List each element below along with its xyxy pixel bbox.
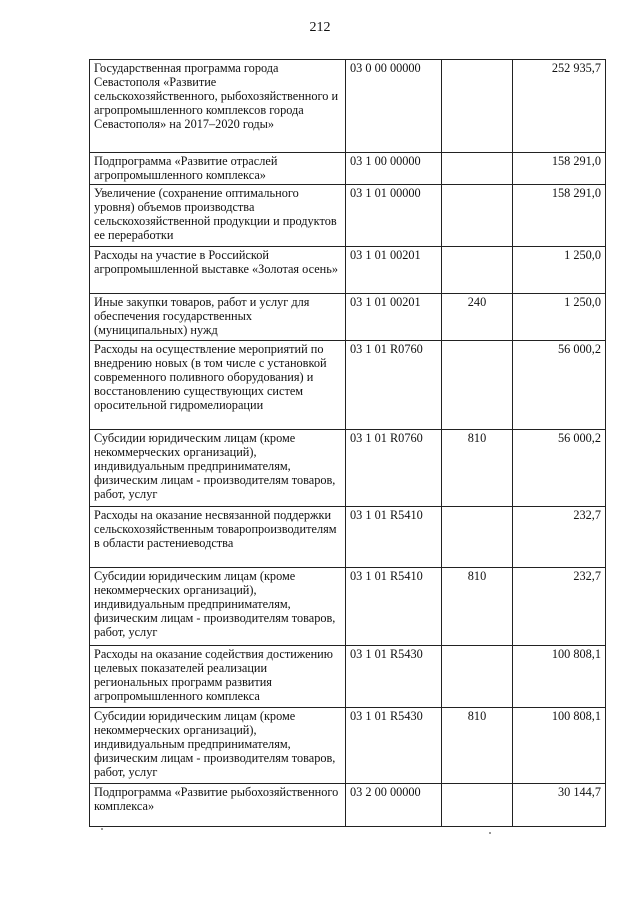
row-name: Расходы на участие в Российской агропромышленной выставке «Золотая осень» [90,247,346,294]
row-type: 240 [442,294,513,341]
row-code: 03 1 01 00000 [346,185,442,247]
table-row [90,294,606,341]
table-row [90,568,606,646]
row-sum: 158 291,0 [513,153,606,185]
table-row [90,708,606,784]
row-type [442,341,513,430]
row-code: 03 1 01 R5430 [346,708,442,784]
table-row [90,185,606,247]
table-row [90,341,606,430]
budget-table-body [90,60,606,827]
table-row [90,60,606,153]
budget-table [89,59,606,827]
table-row [90,784,606,827]
row-type [442,153,513,185]
row-name: Иные закупки товаров, работ и услуг для обеспечения государственных (муниципальных) нужд [90,294,346,341]
row-code: 03 0 00 00000 [346,60,442,153]
row-code: 03 1 01 R5410 [346,507,442,568]
scan-speck [101,828,103,830]
row-code: 03 1 01 R0760 [346,341,442,430]
row-sum: 232,7 [513,507,606,568]
row-code: 03 1 01 00201 [346,247,442,294]
row-code: 03 1 01 R5430 [346,646,442,708]
row-type [442,185,513,247]
row-sum: 158 291,0 [513,185,606,247]
scan-speck [489,832,491,834]
table-row [90,646,606,708]
row-name: Субсидии юридическим лицам (кроме некоммерческих организаций), индивидуальным предпринимателям, физическим лицам - производителям товаров, работ, услуг [90,568,346,646]
page-number: 212 [309,20,331,35]
row-sum: 100 808,1 [513,646,606,708]
row-type: 810 [442,708,513,784]
row-type: 810 [442,430,513,507]
row-sum: 232,7 [513,568,606,646]
table-row [90,247,606,294]
row-code: 03 1 00 00000 [346,153,442,185]
row-sum: 1 250,0 [513,247,606,294]
row-sum: 56 000,2 [513,341,606,430]
row-code: 03 2 00 00000 [346,784,442,827]
row-type: 810 [442,568,513,646]
row-code: 03 1 01 00201 [346,294,442,341]
table-row [90,507,606,568]
row-name: Подпрограмма «Развитие отраслей агропромышленного комплекса» [90,153,346,185]
row-type [442,784,513,827]
row-name: Расходы на оказание содействия достижению целевых показателей реализации региональных программ развития агропромышленного комплекса [90,646,346,708]
row-sum: 56 000,2 [513,430,606,507]
row-sum: 252 935,7 [513,60,606,153]
row-name: Подпрограмма «Развитие рыбохозяйственного комплекса» [90,784,346,827]
table-row [90,153,606,185]
row-type [442,646,513,708]
row-name: Расходы на осуществление мероприятий по внедрению новых (в том числе с установкой современного поливного оборудования) и восстановлению существующих систем оросительной гидромелиорации [90,341,346,430]
row-code: 03 1 01 R0760 [346,430,442,507]
row-name: Расходы на оказание несвязанной поддержки сельскохозяйственным товаропроизводителям в области растениеводства [90,507,346,568]
row-name: Субсидии юридическим лицам (кроме некоммерческих организаций), индивидуальным предпринимателям, физическим лицам - производителям товаров, работ, услуг [90,708,346,784]
row-sum: 100 808,1 [513,708,606,784]
row-sum: 30 144,7 [513,784,606,827]
row-name: Субсидии юридическим лицам (кроме некоммерческих организаций), индивидуальным предпринимателям, физическим лицам - производителям товаров, работ, услуг [90,430,346,507]
row-code: 03 1 01 R5410 [346,568,442,646]
row-name: Государственная программа города Севастополя «Развитие сельскохозяйственного, рыбохозяйственного и агропромышленного комплексов города Севастополя» на 2017–2020 годы» [90,60,346,153]
row-type [442,247,513,294]
row-type [442,507,513,568]
table-row [90,430,606,507]
row-name: Увеличение (сохранение оптимального уровня) объемов производства сельскохозяйственной продукции и продуктов ее переработки [90,185,346,247]
row-type [442,60,513,153]
row-sum: 1 250,0 [513,294,606,341]
